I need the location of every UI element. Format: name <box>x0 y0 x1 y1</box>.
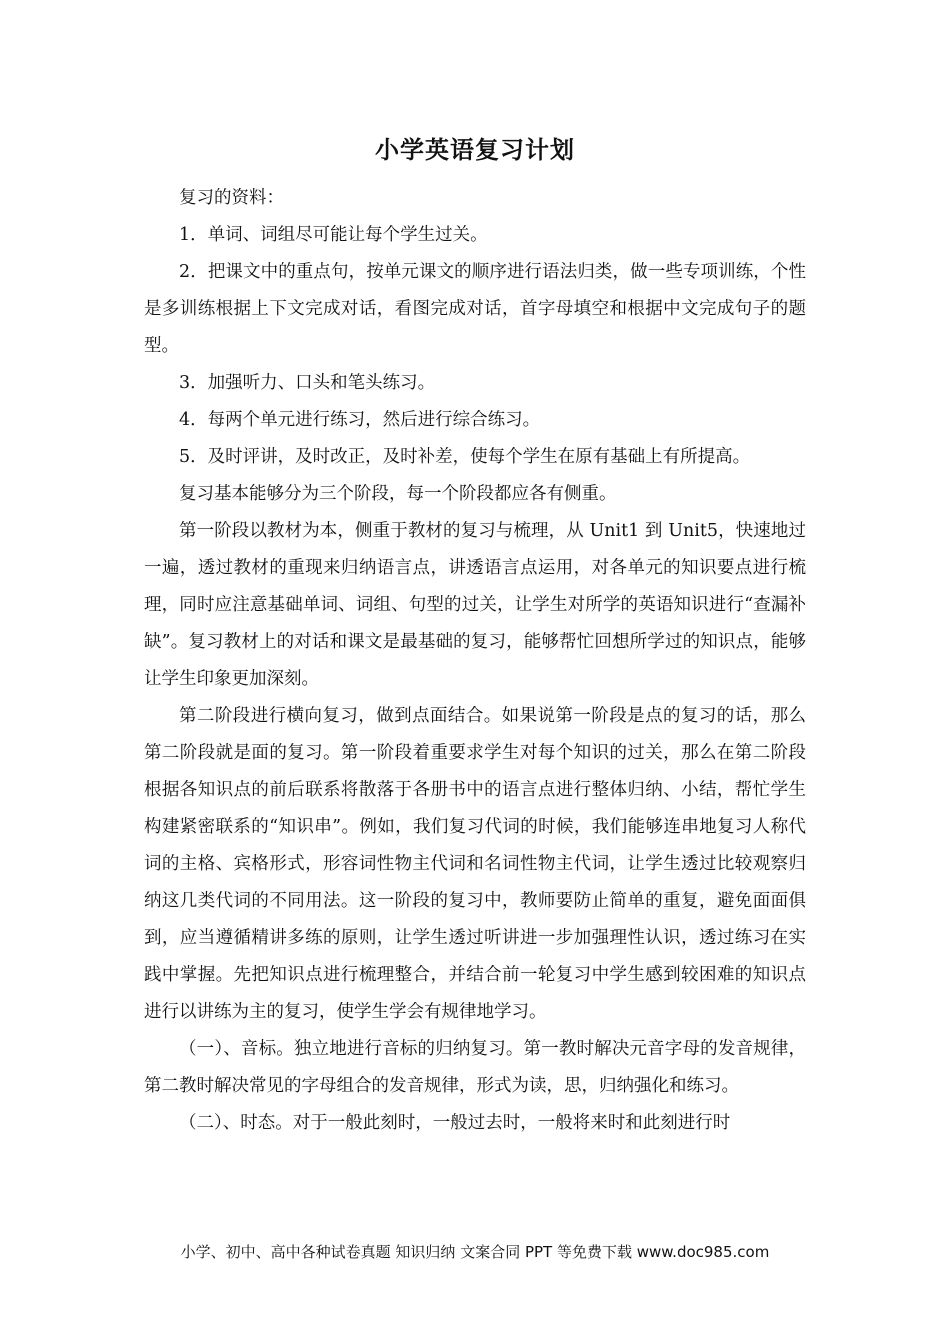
paragraph-stage-1: 第一阶段以教材为本，侧重于教材的复习与梳理，从 Unit1 到 Unit5，快速地过一遍，透过教材的重现来归纳语言点，讲透语言点运用，对各单元的知识要点进行梳理，同时应注意基础单词、词组、句型的过关，让学生对所学的英语知识进行“查漏补缺”。复习教材上的对话和课文是最基础的复习，能够帮忙回想所学过的知识点，能够让学生印象更加深刻。 <box>144 521 806 689</box>
paragraph-phonetics: （一）、音标。独立地进行音标的归纳复习。第一教时解决元音字母的发音规律，第二教时解决常见的字母组合的发音规律，形式为读，思，归纳强化和练习。 <box>144 1039 806 1096</box>
paragraph-stages-intro: 复习基本能够分为三个阶段，每一个阶段都应各有侧重。 <box>179 484 617 504</box>
paragraph-item-2: 2．把课文中的重点句，按单元课文的顺序进行语法归类，做一些专项训练，个性是多训练根据上下文完成对话，看图完成对话，首字母填空和根据中文完成句子的题型。 <box>144 262 806 356</box>
paragraph-item-1: 1．单词、词组尽可能让每个学生过关。 <box>179 225 488 245</box>
paragraph-item-4: 4．每两个单元进行练习，然后进行综合练习。 <box>179 410 541 430</box>
page-footer: 小学、初中、高中各种试卷真题 知识归纳 文案合同 PPT 等免费下载 www.doc985.com <box>180 1243 770 1261</box>
paragraph-item-5: 5．及时评讲，及时改正，及时补差，使每个学生在原有基础上有所提高。 <box>179 447 751 467</box>
paragraph-item-3: 3．加强听力、口头和笔头练习。 <box>179 373 436 393</box>
paragraph-tenses: （二）、时态。对于一般此刻时，一般过去时，一般将来时和此刻进行时 <box>179 1113 731 1133</box>
paragraph-materials-heading: 复习的资料： <box>179 188 284 208</box>
paragraph-stage-2: 第二阶段进行横向复习，做到点面结合。如果说第一阶段是点的复习的话，那么第二阶段就是面的复习。第一阶段着重要求学生对每个知识的过关，那么在第二阶段根据各知识点的前后联系将散落于各册书中的语言点进行整体归纳、小结，帮忙学生构建紧密联系的“知识串”。例如，我们复习代词的时候，我们能够连串地复习人称代词的主格、宾格形式，形容词性物主代词和名词性物主代词，让学生透过比较观察归纳这几类代词的不同用法。这一阶段的复习中，教师要防止简单的重复，避免面面俱到，应当遵循精讲多练的原则，让学生透过听讲进一步加强理性认识，透过练习在实践中掌握。先把知识点进行梳理整合，并结合前一轮复习中学生感到较困难的知识点进行以讲练为主的复习，使学生学会有规律地学习。 <box>144 706 806 1022</box>
document-title: 小学英语复习计划 <box>375 135 575 164</box>
document-body <box>144 180 806 1142</box>
